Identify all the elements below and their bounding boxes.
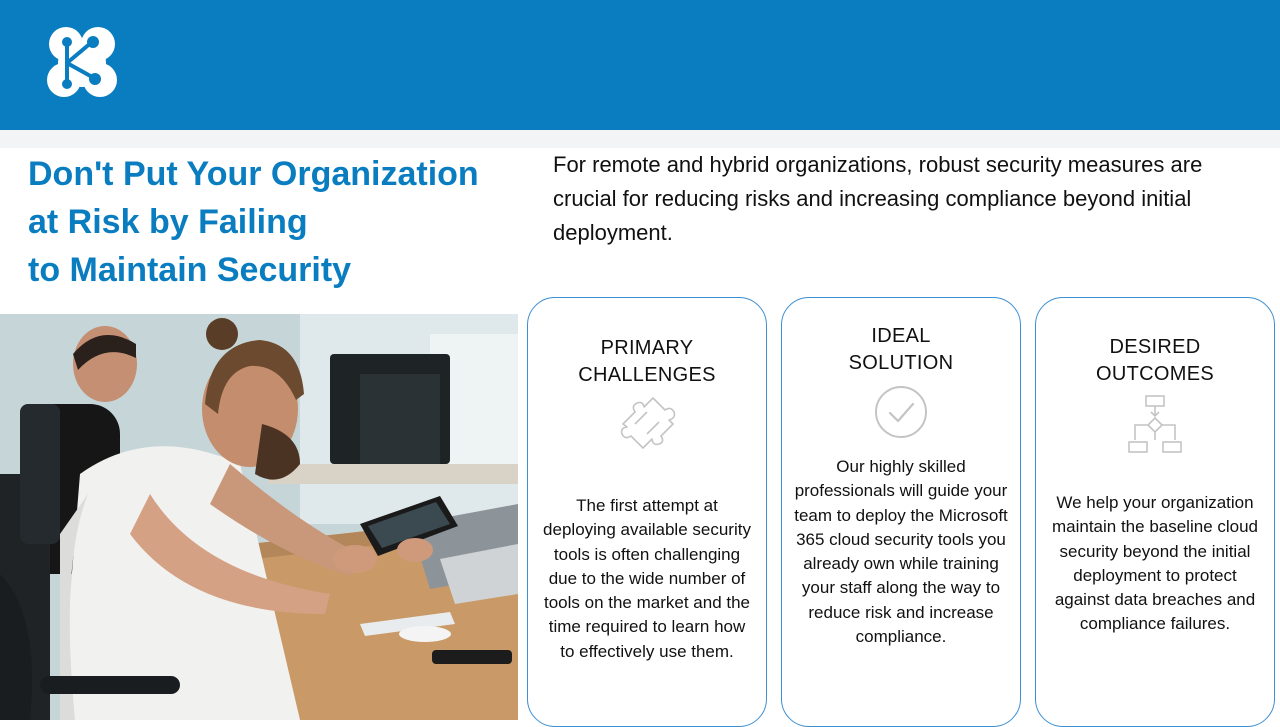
check-circle-icon [874, 385, 928, 439]
page-title [28, 150, 528, 294]
page-title-line: at Risk by Failing [28, 203, 308, 241]
card-description: Our highly skilled professionals will guide your team to deploy the Microsoft 365 cloud security tools you already own while training your staff along the way to reduce risk and increase compliance. [794, 457, 1008, 647]
card-title [1046, 334, 1264, 388]
page-title-line: Don't Put Your Organization [28, 155, 479, 193]
flowchart-icon [1127, 394, 1183, 454]
intro-paragraph: For remote and hybrid organizations, robust security measures are crucial for reducing risks and increasing compliance beyond initial deployment. [553, 152, 1203, 245]
card-desired-outcomes [1035, 297, 1275, 727]
header-divider [0, 130, 1280, 148]
card-title-line: DESIRED [1109, 336, 1201, 358]
header-bar [0, 0, 1280, 130]
office-workers-photo [0, 314, 518, 720]
card-description: We help your organization maintain the baseline cloud security beyond the initial deployment to protect against data breaches and compliance failures. [1051, 493, 1259, 634]
network-nodes-logo-icon [44, 24, 120, 102]
card-title [538, 335, 756, 389]
card-description: The first attempt at deploying available security tools is often challenging due to the wide number of tools on the market and the time required to learn how to effectively use them. [543, 496, 751, 661]
card-title-line: OUTCOMES [1096, 363, 1214, 385]
card-title-line: PRIMARY [600, 337, 694, 359]
card-ideal-solution [781, 297, 1021, 727]
card-title [792, 323, 1010, 377]
card-title-line: IDEAL [871, 325, 931, 347]
card-title-line: CHALLENGES [578, 364, 716, 386]
card-title-line: SOLUTION [848, 352, 954, 374]
page-title-line: to Maintain Security [28, 251, 352, 289]
card-primary-challenges [527, 297, 767, 727]
puzzle-piece-icon [617, 394, 677, 452]
